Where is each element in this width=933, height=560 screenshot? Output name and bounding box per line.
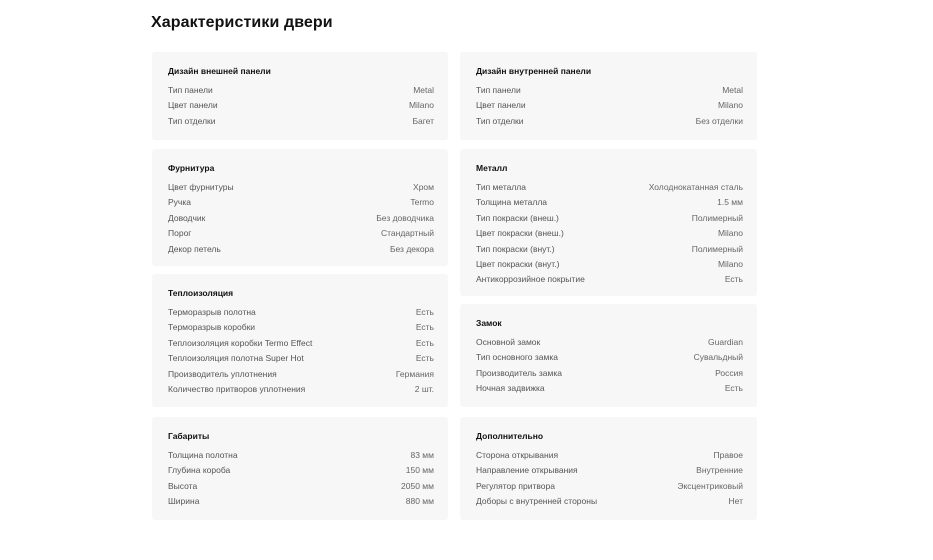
spec-label: Теплоизоляция коробки Termo Effect bbox=[168, 337, 313, 348]
spec-value: Есть bbox=[724, 274, 743, 285]
spec-label: Цвет панели bbox=[476, 100, 526, 111]
page-title: Характеристики двери bbox=[151, 14, 333, 31]
spec-value: Есть bbox=[415, 337, 434, 348]
spec-row bbox=[168, 226, 434, 241]
card-title: Дизайн внутренней панели bbox=[476, 66, 592, 76]
spec-value: Без доводчика bbox=[376, 212, 434, 223]
spec-value: Полимерный bbox=[691, 243, 743, 254]
spec-row bbox=[168, 195, 434, 210]
spec-row bbox=[476, 83, 743, 98]
card-extra bbox=[460, 417, 757, 520]
spec-row bbox=[168, 83, 434, 98]
spec-label: Антикоррозийное покрытие bbox=[476, 274, 585, 285]
spec-value: Россия bbox=[715, 367, 743, 378]
spec-row bbox=[476, 114, 743, 129]
spec-row bbox=[476, 366, 743, 381]
card-metal bbox=[460, 149, 757, 296]
spec-label: Глубина короба bbox=[168, 465, 231, 476]
spec-row bbox=[168, 180, 434, 195]
spec-label: Тип металла bbox=[476, 182, 526, 192]
spec-row bbox=[476, 195, 743, 210]
spec-label: Цвет покраски (внеш.) bbox=[476, 228, 564, 239]
spec-value: Metal bbox=[413, 85, 434, 95]
spec-label: Порог bbox=[168, 228, 192, 239]
spec-row bbox=[168, 211, 434, 226]
spec-row bbox=[476, 350, 743, 365]
spec-label: Терморазрыв коробки bbox=[168, 322, 256, 333]
spec-row bbox=[168, 305, 434, 320]
spec-label: Декор петель bbox=[168, 243, 221, 254]
spec-value: 150 мм bbox=[405, 465, 434, 476]
spec-value: Есть bbox=[724, 383, 743, 394]
spec-row bbox=[476, 211, 743, 226]
spec-label: Ручка bbox=[168, 197, 191, 208]
spec-label: Основной замок bbox=[476, 337, 541, 347]
spec-value: Внутренние bbox=[696, 465, 743, 476]
spec-label: Доводчик bbox=[168, 212, 206, 223]
spec-row bbox=[476, 479, 743, 494]
spec-value: Хром bbox=[413, 182, 434, 192]
spec-value: Эксцентриковый bbox=[677, 480, 743, 491]
spec-value: 83 мм bbox=[410, 450, 434, 460]
spec-label: Терморазрыв полотна bbox=[168, 307, 256, 317]
spec-row bbox=[476, 272, 743, 287]
spec-row bbox=[168, 494, 434, 509]
spec-label: Сторона открывания bbox=[476, 450, 559, 460]
spec-value: Без декора bbox=[389, 243, 434, 254]
spec-value: Guardian bbox=[708, 337, 743, 347]
spec-value: Правое bbox=[713, 450, 743, 460]
spec-value: Холоднокатанная сталь bbox=[648, 182, 743, 192]
spec-value: Стандартный bbox=[380, 228, 434, 239]
spec-value: Полимерный bbox=[691, 212, 743, 223]
card-title: Фурнитура bbox=[168, 163, 215, 173]
spec-label: Доборы с внутренней стороны bbox=[476, 496, 598, 507]
spec-value: 2 шт. bbox=[414, 384, 434, 395]
card-title: Дополнительно bbox=[476, 431, 544, 441]
spec-value: Есть bbox=[415, 307, 434, 317]
spec-label: Толщина металла bbox=[476, 197, 548, 208]
spec-label: Количество притворов уплотнения bbox=[168, 384, 306, 395]
spec-label: Тип основного замка bbox=[476, 352, 558, 363]
spec-row bbox=[476, 448, 743, 463]
spec-value: Нет bbox=[728, 496, 743, 507]
spec-label: Тип отделки bbox=[168, 115, 216, 126]
spec-value: 1.5 мм bbox=[717, 197, 743, 208]
spec-value: Есть bbox=[415, 353, 434, 364]
card-title: Замок bbox=[476, 318, 502, 328]
spec-label: Производитель замка bbox=[476, 367, 562, 378]
card-title: Габариты bbox=[168, 431, 210, 441]
spec-label: Тип покраски (внеш.) bbox=[476, 212, 559, 223]
spec-row bbox=[476, 226, 743, 241]
spec-label: Ночная задвижка bbox=[476, 383, 545, 394]
spec-row bbox=[476, 98, 743, 113]
card-inner-panel bbox=[460, 52, 757, 140]
spec-label: Цвет покраски (внут.) bbox=[476, 259, 560, 270]
spec-value: Багет bbox=[412, 115, 434, 126]
spec-row bbox=[168, 479, 434, 494]
spec-value: Германия bbox=[395, 368, 434, 379]
card-title: Металл bbox=[476, 163, 508, 173]
spec-row bbox=[476, 494, 743, 509]
spec-row bbox=[476, 381, 743, 396]
spec-row bbox=[168, 351, 434, 366]
spec-row bbox=[168, 242, 434, 257]
spec-value: Metal bbox=[722, 85, 743, 95]
spec-value: Есть bbox=[415, 322, 434, 333]
spec-label: Толщина полотна bbox=[168, 450, 238, 460]
spec-row bbox=[476, 257, 743, 272]
spec-label: Цвет панели bbox=[168, 100, 218, 111]
card-title: Теплоизоляция bbox=[168, 288, 234, 298]
spec-row bbox=[476, 180, 743, 195]
spec-row bbox=[168, 320, 434, 335]
spec-row bbox=[476, 463, 743, 478]
spec-row bbox=[476, 335, 743, 350]
card-outer-panel bbox=[152, 52, 448, 140]
spec-row bbox=[476, 242, 743, 257]
spec-row bbox=[168, 382, 434, 397]
spec-label: Тип покраски (внут.) bbox=[476, 243, 555, 254]
spec-row bbox=[168, 448, 434, 463]
card-insulation bbox=[152, 274, 448, 407]
spec-value: Milano bbox=[717, 228, 743, 239]
spec-label: Тип панели bbox=[476, 85, 521, 95]
spec-value: 2050 мм bbox=[401, 480, 434, 491]
spec-row bbox=[168, 463, 434, 478]
spec-value: Без отделки bbox=[695, 115, 743, 126]
spec-row bbox=[168, 114, 434, 129]
spec-value: Termo bbox=[410, 197, 434, 208]
spec-row bbox=[168, 336, 434, 351]
spec-label: Теплоизоляция полотна Super Hot bbox=[168, 353, 304, 364]
spec-value: Milano bbox=[408, 100, 434, 111]
spec-value: 880 мм bbox=[405, 496, 434, 507]
spec-value: Milano bbox=[717, 100, 743, 111]
card-hardware bbox=[152, 149, 448, 266]
spec-value: Milano bbox=[717, 259, 743, 270]
spec-row bbox=[168, 367, 434, 382]
card-title: Дизайн внешней панели bbox=[168, 66, 271, 76]
spec-label: Регулятор притвора bbox=[476, 480, 555, 491]
spec-label: Цвет фурнитуры bbox=[168, 182, 234, 192]
spec-label: Производитель уплотнения bbox=[168, 368, 277, 379]
card-lock bbox=[460, 304, 757, 407]
spec-label: Направление открывания bbox=[476, 465, 578, 476]
spec-label: Высота bbox=[168, 480, 198, 491]
spec-label: Тип отделки bbox=[476, 115, 524, 126]
spec-row bbox=[168, 98, 434, 113]
spec-label: Ширина bbox=[168, 496, 200, 507]
spec-value: Сувальдный bbox=[693, 352, 743, 363]
card-dimensions bbox=[152, 417, 448, 520]
spec-label: Тип панели bbox=[168, 85, 213, 95]
